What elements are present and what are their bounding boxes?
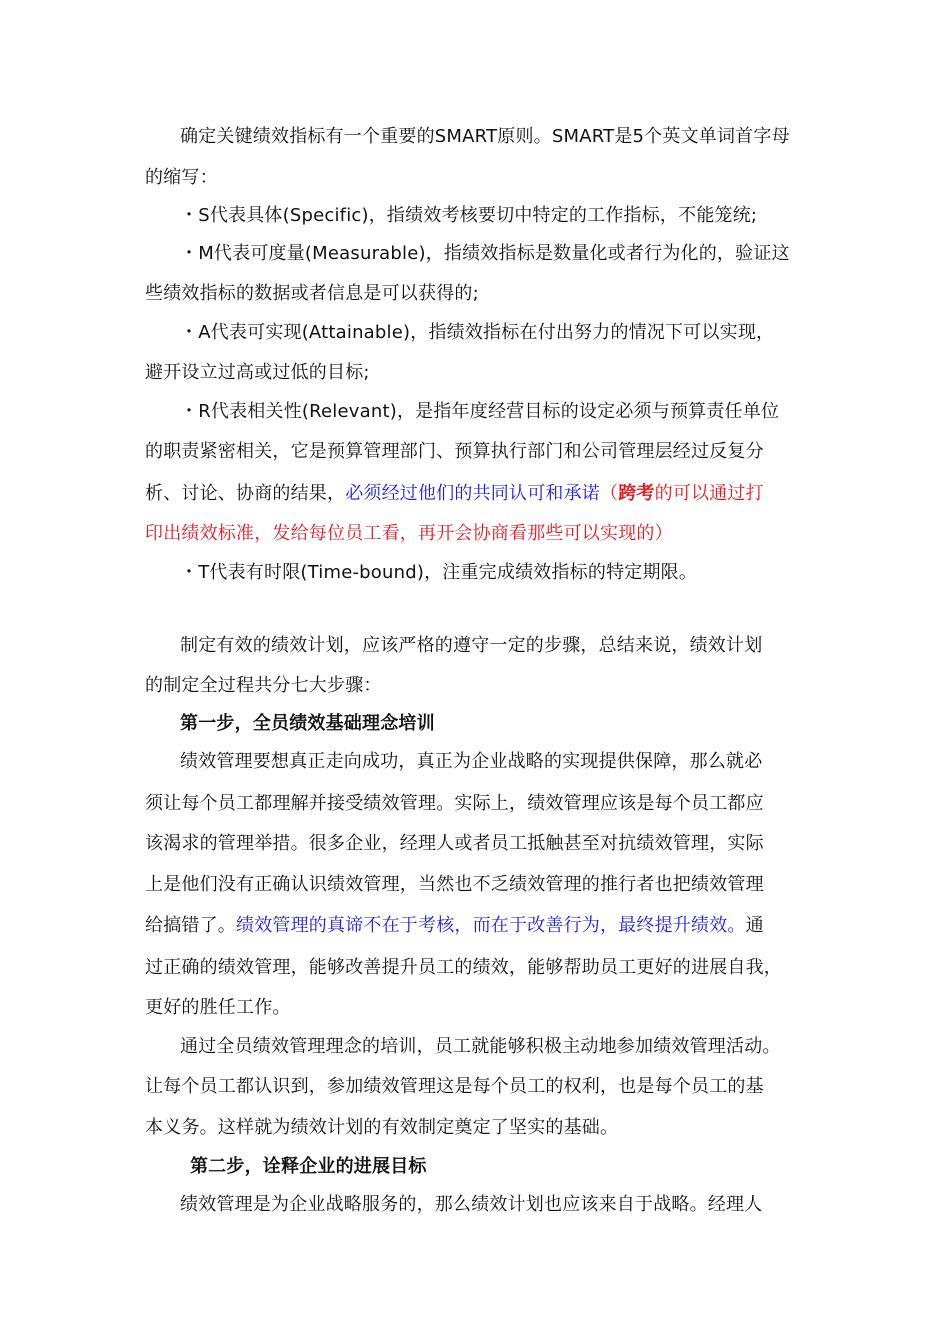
smart-r-item: ・R代表相关性(Relevant)，是指年度经营目标的设定必须与预算责任单位 (180, 401, 780, 422)
plain-text: 析、讨论、协商的结果， (145, 483, 346, 504)
step-two-heading: 第二步，诠释企业的进展目标 (190, 1156, 427, 1177)
paragraph-line: 的制定全过程共分七大步骤： (145, 675, 382, 696)
paragraph-line: 过正确的绩效管理，能够改善提升员工的绩效，能够帮助员工更好的进展自我， (145, 957, 782, 978)
smart-m-item-cont: 些绩效指标的数据或者信息是可以获得的; (145, 283, 479, 304)
paragraph-line: 绩效管理是为企业战略服务的，那么绩效计划也应该来自于战略。经理人 (180, 1194, 763, 1215)
blue-emphasis-text: 必须经过他们的共同认可和承诺 (345, 483, 601, 504)
smart-r-item-cont: 的职责紧密相关，它是预算管理部门、预算执行部门和公司管理层经过反复分 (145, 441, 764, 462)
smart-a-item-cont: 避开设立过高或过低的目标; (145, 362, 370, 383)
paragraph-line: 本义务。这样就为绩效计划的有效制定奠定了坚实的基础。 (145, 1117, 619, 1138)
plain-text: 给搞错了。 (145, 915, 236, 936)
paragraph-line: 更好的胜任工作。 (145, 997, 291, 1018)
paragraph-line-mixed (145, 912, 810, 940)
paragraph-line: 通过全员绩效管理理念的培训，员工就能够积极主动地参加绩效管理活动。 (180, 1036, 781, 1057)
red-bold-text: 跨考 (618, 483, 655, 504)
smart-m-item: ・M代表可度量(Measurable)，指绩效指标是数量化或者行为化的，验证这 (180, 243, 790, 264)
paragraph-line: 须让每个员工都理解并接受绩效管理。实际上，绩效管理应该是每个员工都应 (145, 793, 764, 814)
smart-a-item: ・A代表可实现(Attainable)，指绩效指标在付出努力的情况下可以实现， (180, 322, 775, 343)
paragraph-line: 绩效管理要想真正走向成功，真正为企业战略的实现提供保障，那么就必 (180, 751, 763, 772)
paragraph-line: 制定有效的绩效计划，应该严格的遵守一定的步骤，总结来说，绩效计划 (180, 635, 763, 656)
red-text: 的可以通过打 (654, 483, 764, 504)
step-one-heading: 第一步，全员绩效基础理念培训 (180, 713, 435, 734)
red-paren: （ (600, 483, 619, 504)
paragraph-line: 的缩写： (145, 167, 218, 188)
smart-t-item: ・T代表有时限(Time-bound)，注重完成绩效指标的特定期限。 (180, 562, 698, 583)
smart-r-item-cont-mixed (145, 480, 810, 508)
blue-emphasis-text: 绩效管理的真谛不在于考核，而在于改善行为，最终提升绩效。 (236, 915, 746, 936)
paragraph-line: 上是他们没有正确认识绩效管理，当然也不乏绩效管理的推行者也把绩效管理 (145, 874, 764, 895)
paragraph-line: 让每个员工都认识到，参加绩效管理这是每个员工的权利，也是每个员工的基 (145, 1076, 764, 1097)
paragraph-line: 确定关键绩效指标有一个重要的SMART原则。SMART是5个英文单词首字母 (180, 126, 790, 147)
plain-text: 通 (745, 915, 764, 936)
smart-s-item: ・S代表具体(Specific)，指绩效考核要切中特定的工作指标，不能笼统; (180, 205, 758, 226)
red-note-line: 印出绩效标准，发给每位员工看，再开会协商看那些可以实现的） (145, 523, 673, 544)
paragraph-line: 该渴求的管理举措。很多企业，经理人或者员工抵触甚至对抗绩效管理，实际 (145, 833, 764, 854)
